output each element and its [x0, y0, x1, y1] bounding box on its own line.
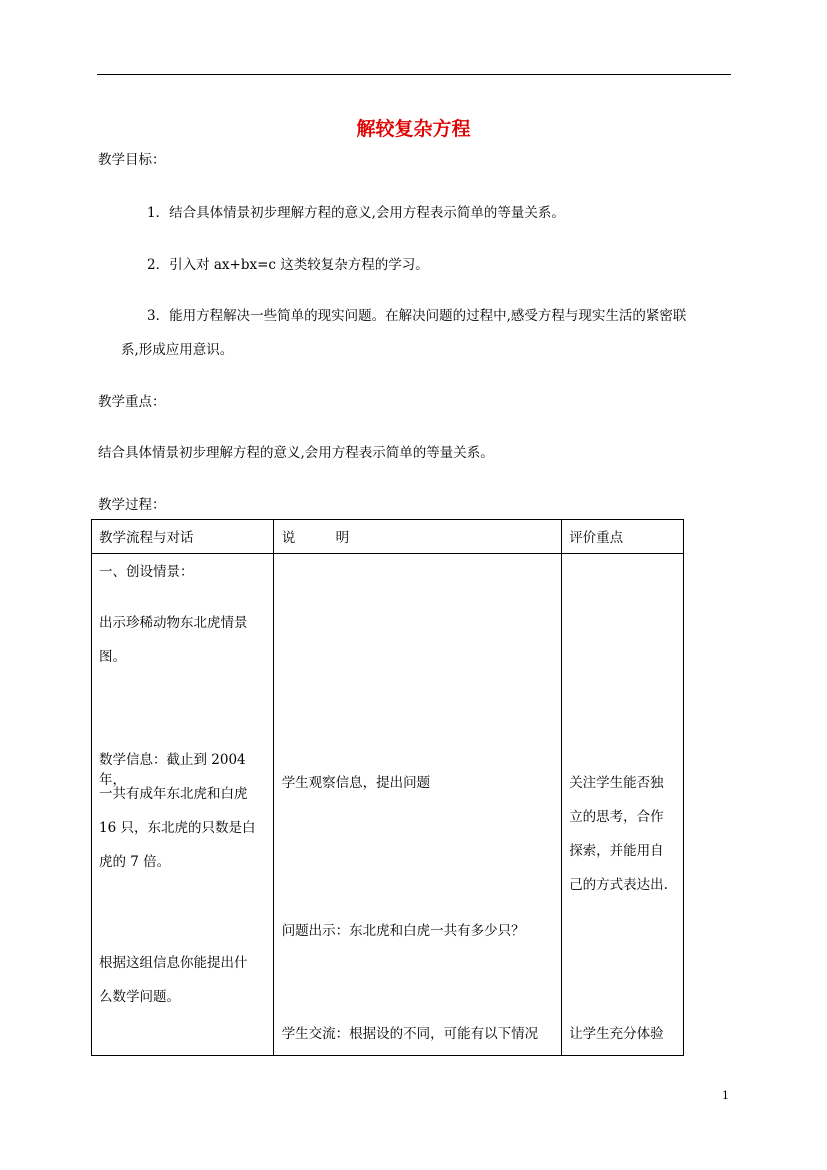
objective-item-3: 3．能用方程解决一些简单的现实问题。在解决问题的过程中,感受方程与现实生活的紧密联 [147, 308, 687, 324]
header-cell-evaluation [562, 520, 684, 554]
flow-line: 一共有成年东北虎和白虎 [99, 786, 248, 802]
evaluation-line: 探索，并能用自 [569, 843, 664, 859]
flow-line: 数学信息：截止到 2004 年， [99, 752, 246, 788]
flow-line: 根据这组信息你能提出什 [99, 955, 248, 971]
objective-item-3-continued: 系,形成应用意识。 [121, 342, 234, 358]
objective-item-1: 1．结合具体情景初步理解方程的意义,会用方程表示简单的等量关系。 [147, 205, 565, 221]
flow-line: 出示珍稀动物东北虎情景 [99, 615, 248, 631]
process-table [91, 519, 684, 1056]
flow-line: 一、创设情景： [99, 564, 194, 580]
header-notes-label: 说 明 [281, 530, 350, 546]
header-evaluation-label: 评价重点 [569, 530, 624, 546]
evaluation-line: 让学生充分体验 [569, 1026, 664, 1042]
notes-line: 学生交流：根据设的不同，可能有以下情况 [281, 1026, 539, 1042]
objectives-label: 教学目标： [98, 152, 166, 168]
process-label: 教学过程： [98, 497, 166, 513]
table-header-row [92, 520, 684, 554]
flow-line: 么数学问题。 [99, 989, 180, 1005]
header-cell-flow [92, 520, 274, 554]
flow-line: 16 只，东北虎的只数是白 [99, 820, 256, 836]
header-rule [97, 74, 731, 75]
notes-cell [273, 554, 562, 1056]
evaluation-line: 立的思考，合作 [569, 809, 664, 825]
header-flow-label: 教学流程与对话 [99, 530, 194, 546]
flow-line: 图。 [99, 649, 126, 665]
flow-line: 虎的 7 倍。 [99, 854, 171, 870]
evaluation-line: 己的方式表达出. [569, 877, 668, 893]
evaluation-cell [562, 554, 684, 1056]
document-title: 解较复杂方程 [356, 118, 471, 140]
focus-text: 结合具体情景初步理解方程的意义,会用方程表示简单的等量关系。 [98, 445, 494, 461]
header-cell-notes [273, 520, 562, 554]
focus-label: 教学重点： [98, 394, 166, 410]
objective-item-2: 2．引入对 ax+bx=c 这类较复杂方程的学习。 [147, 257, 429, 273]
flow-cell [92, 554, 274, 1056]
evaluation-line: 关注学生能否独 [569, 775, 664, 791]
notes-line: 问题出示：东北虎和白虎一共有多少只？ [281, 923, 525, 939]
notes-line: 学生观察信息，提出问题 [281, 775, 431, 791]
table-row [92, 554, 684, 1056]
page-number: 1 [722, 1089, 729, 1102]
